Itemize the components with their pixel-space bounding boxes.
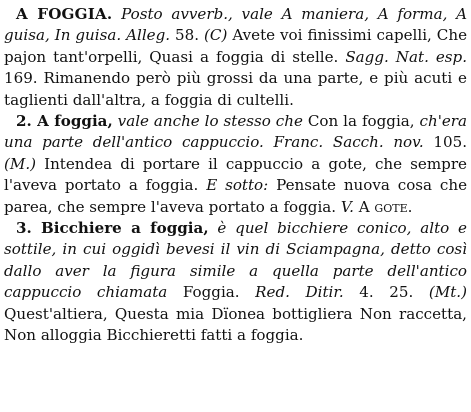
dictionary-page (4, 4, 467, 347)
entry-citation: Sagg. Nat. esp. (345, 47, 467, 66)
entry-text: 169. Rimanendo però più grossi da una parte, e più acuti e taglienti dall'altra, a foggia di cultelli. (4, 69, 467, 109)
entry-sense-2 (4, 111, 467, 218)
entry-citation: E sotto: (206, 176, 269, 195)
entry-headword: A FOGGIA. (16, 5, 113, 23)
entry-headword: 3. Bicchiere a foggia, (16, 219, 209, 238)
entry-text: 4. 25. (343, 283, 429, 302)
entry-text: Posto avverb., vale A maniera, A forma, A guisa, In guisa. Alleg. (4, 5, 467, 45)
entry-cross-reference: A gote. (353, 197, 413, 216)
entry-citation: V. (340, 197, 354, 216)
entry-text: 58. (170, 26, 205, 45)
entry-text: vale anche lo stesso che (112, 112, 303, 131)
entry-text: 105. (423, 133, 467, 152)
entry-citation: Red. Ditir. (255, 283, 344, 302)
entry-text: Pensate nuova cosa che parea, che sempre l'aveva portato a foggia. (4, 176, 467, 216)
entry-citation: (C) (204, 26, 228, 45)
entry-text: Avete voi finissimi capelli, Che pajon tant'orpelli, Quasi a foggia di stelle. (4, 26, 467, 66)
entry-text: Quest'altiera, Questa mia Dïonea bottigliera Non raccetta, Non alloggia Bicchieretti fatti a foggia. (4, 304, 467, 345)
entry-text: ch'era una parte dell'antico cappuccio. Franc. Sacch. nov. (4, 112, 467, 152)
entry-sense-3 (4, 218, 467, 346)
entry-citation: (Mt.) (428, 283, 467, 302)
entry-text: Con la foggia, (302, 112, 420, 131)
entry-text: Foggia. (167, 283, 256, 302)
entry-a-foggia (4, 4, 467, 111)
entry-text: Intendea di portare il cappuccio a gote, che sempre l'aveva portato a foggia. (4, 154, 467, 195)
entry-text: è quel bicchiere conico, alto e sottile, in cui oggidì bevesi il vin di Sciampagna, detto così dallo aver la figura simile a quella parte dell'antico cappuccio chiamata (4, 219, 467, 302)
entry-citation: (M.) (4, 154, 37, 173)
entry-headword: 2. A foggia, (16, 112, 113, 131)
